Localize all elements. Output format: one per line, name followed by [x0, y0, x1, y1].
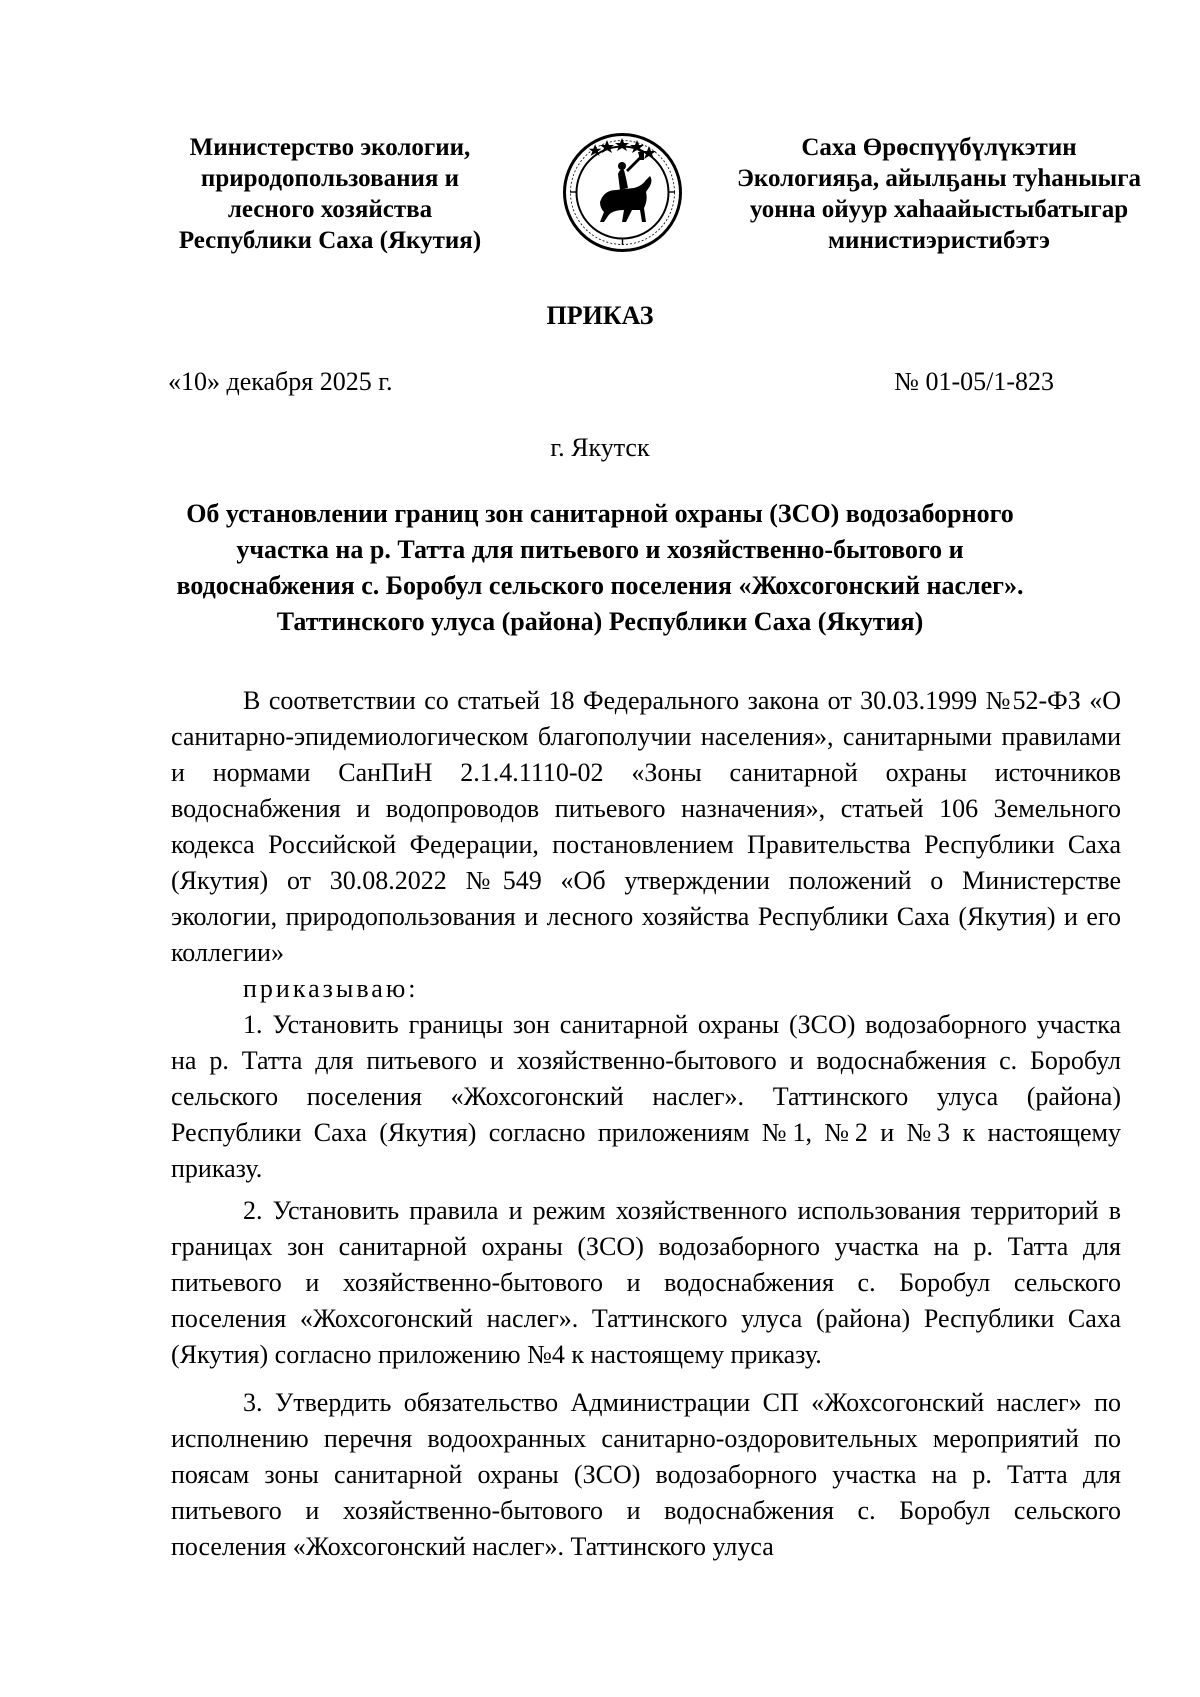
ministry-name-line: Саха Өрөспүүбүлүкэтин — [801, 134, 1077, 161]
document-city: г. Якутск — [550, 433, 650, 462]
ministry-name-yakut — [718, 132, 1160, 256]
document-subject — [130, 496, 1070, 640]
document-date: «10» декабря 2025 г. — [168, 367, 393, 396]
order-item-2: 2. Установить правила и режим хозяйственного использования территорий в границах зон санитарной охраны (ЗСО) водозаборного участка на р. Татта для питьевого и хозяйственно-бытового и водоснабжения с. Боробул сельского поселения «Жохсогонский наслег». Таттинского улуса (района) Республики Саха (Якутия) согласно приложению №4 к настоящему приказу. — [171, 1196, 1121, 1369]
subject-line: водоснабжения с. Боробул сельского поселения «Жохсогонский наслег». — [176, 571, 1024, 600]
republic-sakha-emblem-icon — [560, 130, 685, 255]
subject-line: Таттинского улуса (района) Республики Саха (Якутия) — [276, 607, 924, 636]
subject-line: участка на р. Татта для питьевого и хозяйственно-бытового и — [236, 535, 964, 564]
ministry-name-line: Министерство экологии, — [189, 134, 471, 161]
document-number: № 01-05/1-823 — [894, 367, 1054, 396]
order-word: приказываю: — [243, 974, 419, 1003]
subject-line: Об установлении границ зон санитарной охраны (ЗСО) водозаборного — [186, 499, 1014, 528]
document-body — [171, 683, 1121, 1565]
ministry-name-line: уонна ойуур хаһаайыстыбатыгар — [749, 196, 1129, 223]
preamble-paragraph: В соответствии со статьей 18 Федерального закона от 30.03.1999 №52-ФЗ «О санитарно-эпидемиологическом благополучии населения», санитарными правилами и нормами СанПиН 2.1.4.1110-02 «Зоны санитарной охраны источников водоснабжения и водопроводов питьевого назначения», статьей 106 Земельного кодекса Российской Федерации, постановлением Правительства Республики Саха (Якутия) от 30.08.2022 №549 «Об утверждении положений о Министерстве экологии, природопользования и лесного хозяйства Республики Саха (Якутия) и его коллегии» — [171, 686, 1121, 967]
ministry-name-russian — [150, 132, 510, 256]
order-item-1: 1. Установить границы зон санитарной охраны (ЗСО) водозаборного участка на р. Татта для питьевого и хозяйственно-бытового и водоснабжения с. Боробул сельского поселения «Жохсогонский наслег». Таттинского улуса (района) Республики Саха (Якутия) согласно приложениям №1, №2 и №3 к настоящему приказу. — [171, 1010, 1121, 1183]
letterhead — [0, 132, 1200, 262]
ministry-name-line: министиэристибэтэ — [828, 227, 1050, 254]
ministry-name-line: лесного хозяйства — [227, 196, 433, 223]
document-type-title: ПРИКАЗ — [546, 301, 654, 330]
ministry-name-line: природопользования и — [200, 165, 460, 192]
ministry-name-line: Экологияҕа, айылҕаны туһаныыга — [736, 165, 1142, 192]
ministry-name-line: Республики Саха (Якутия) — [178, 227, 482, 254]
order-item-3: 3. Утвердить обязательство Администрации СП «Жохсогонский наслег» по исполнению перечня водоохранных санитарно-оздоровительных мероприятий по поясам зоны санитарной охраны (ЗСО) водозаборного участка на р. Татта для питьевого и хозяйственно-бытового и водоснабжения с. Боробул сельского поселения «Жохсогонский наслег». Таттинского улуса — [171, 1388, 1121, 1561]
